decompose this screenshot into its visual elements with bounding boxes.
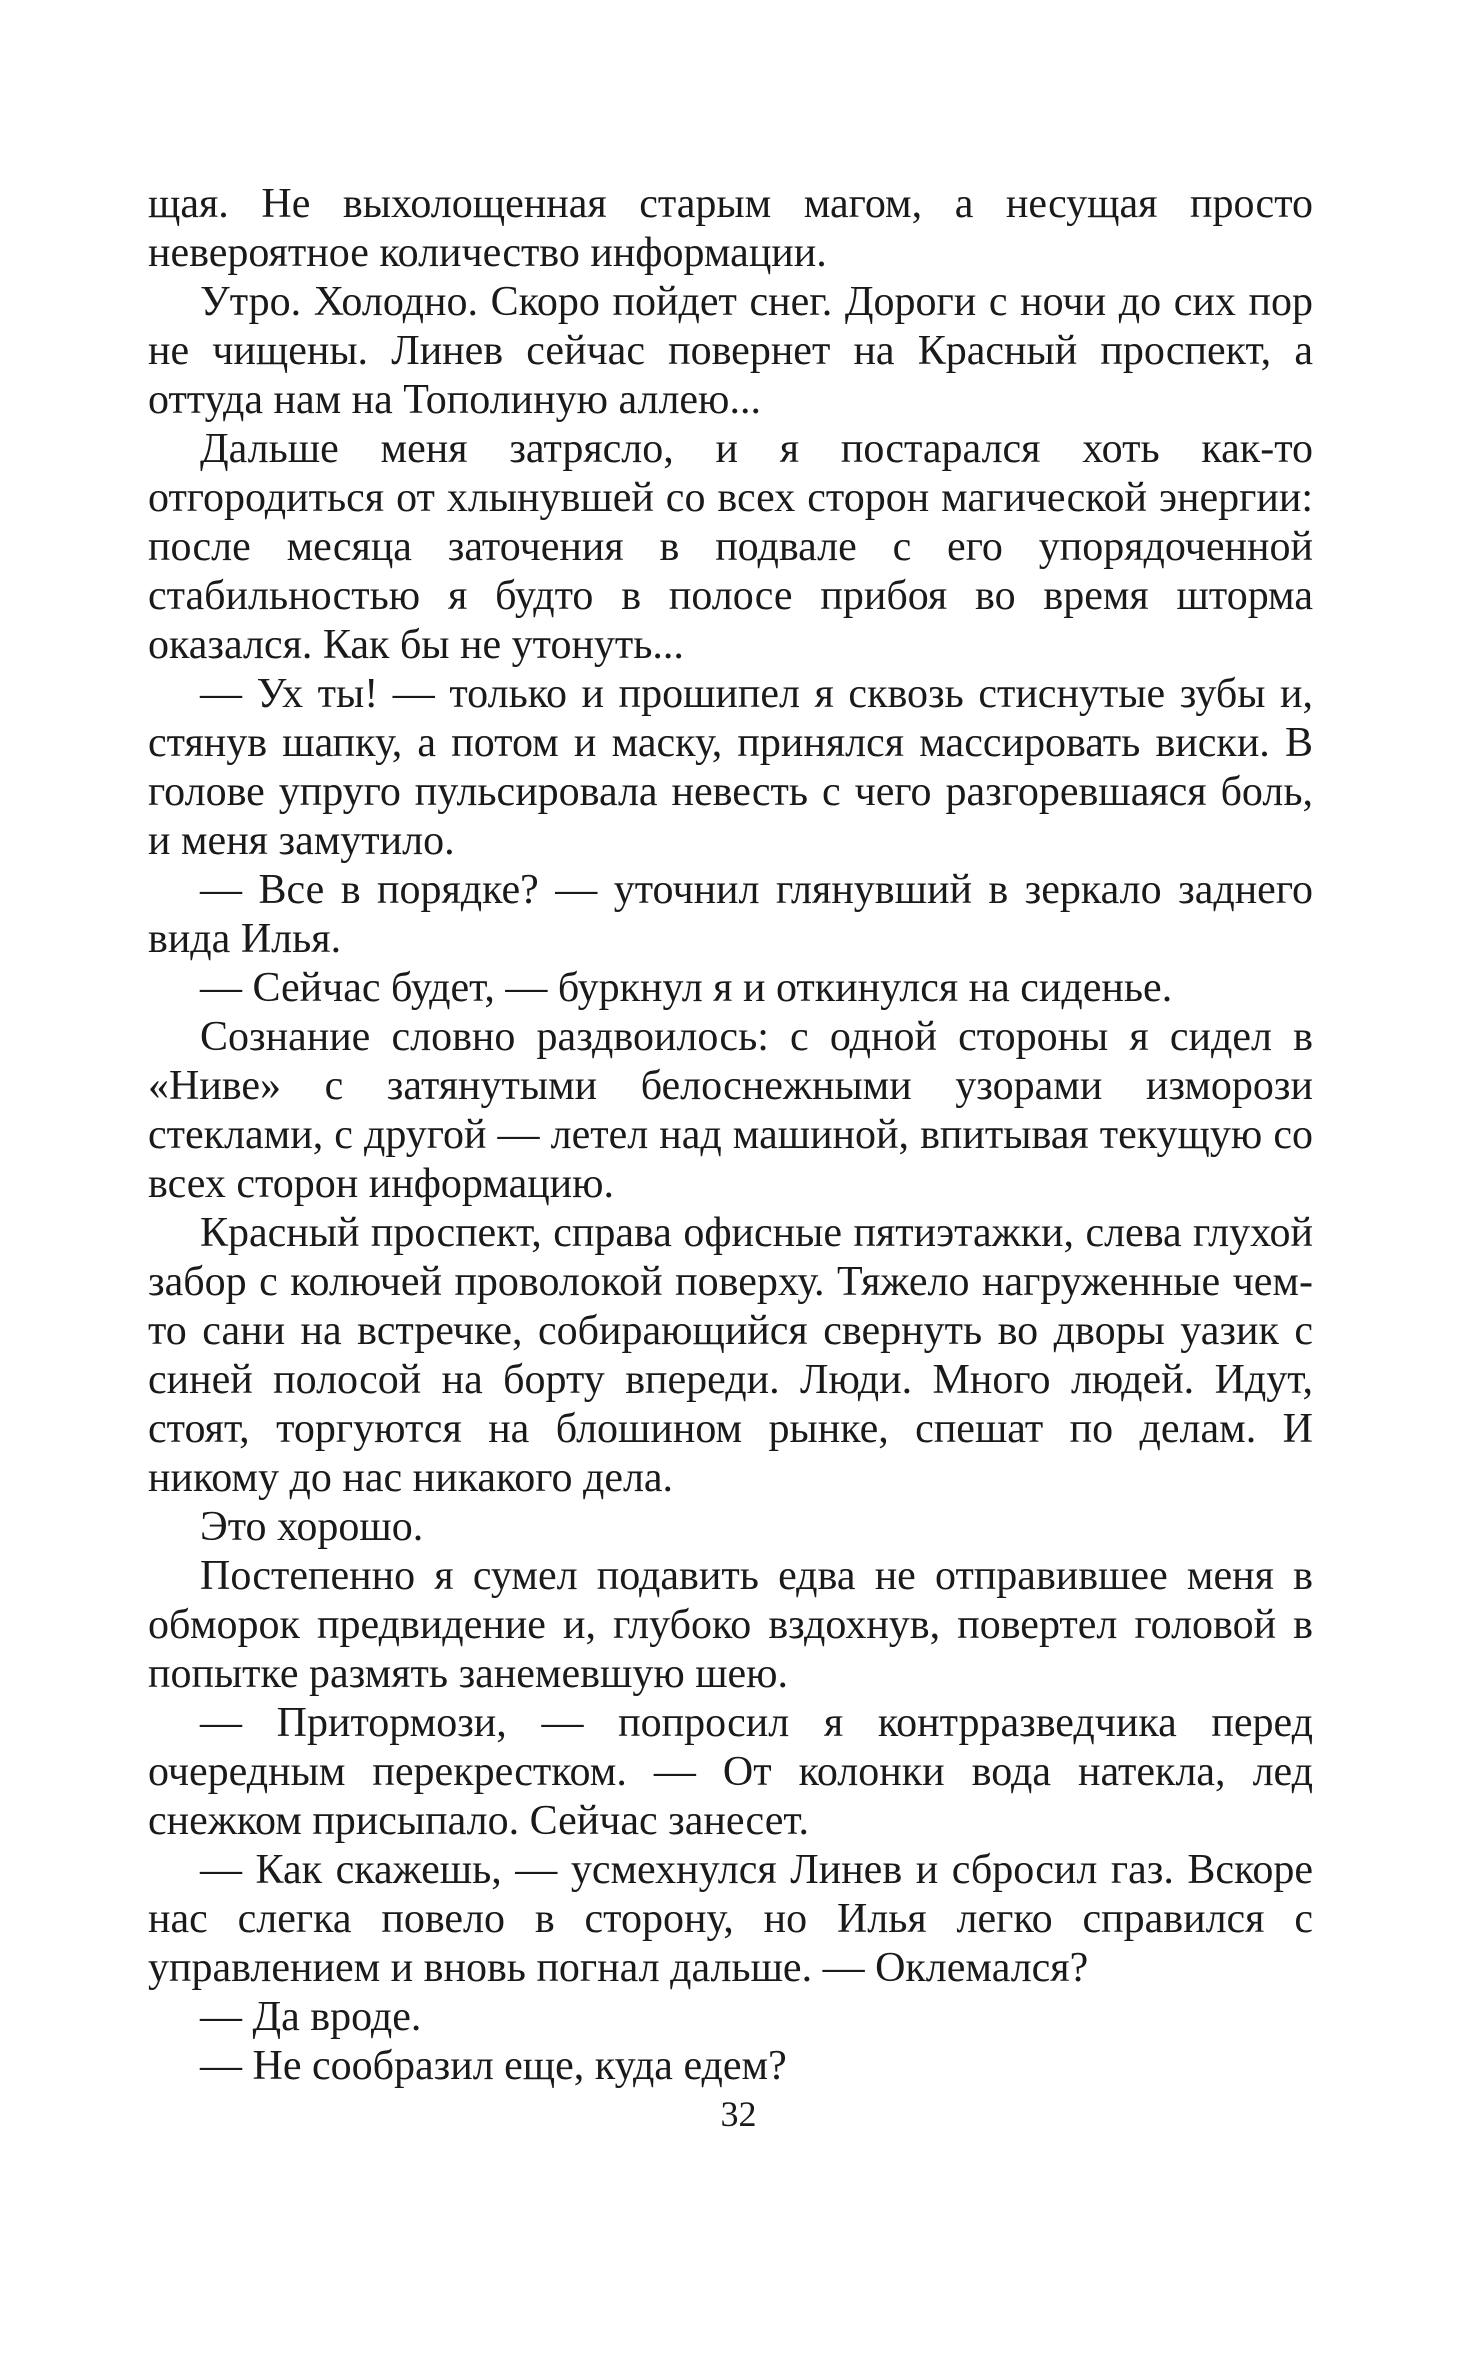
paragraph-11: — Притормози, — попросил я контрразведчика перед очередным перекрестком. — От колонки вода натекла, лед снежком присыпало. Сейчас занесет. xyxy=(148,1700,1313,1844)
paragraph-3: Дальше меня затрясло, и я постарался хоть как-то отгородиться от хлынувшей со всех сторон магической энергии: после месяца заточения в подвале с его упорядоченной стабильностью я будто в полосе прибоя во время шторма оказался. Как бы не утонуть... xyxy=(148,426,1313,668)
paragraph-1: щая. Не выхолощенная старым магом, а несущая просто невероятное количество информации. xyxy=(148,181,1313,276)
paragraph-10: Постепенно я сумел подавить едва не отправившее меня в обморок предвидение и, глубоко вздохнув, повертел головой в попытке размять занемевшую шею. xyxy=(148,1553,1313,1697)
paragraph-8: Красный проспект, справа офисные пятиэтажки, слева глухой забор с колючей проволокой поверху. Тяжело нагруженные чем-то сани на встречке, собирающийся свернуть во дворы уазик с синей полосой на борту впереди. Люди. Много людей. Идут, стоят, торгуются на блошином рынке, спешат по делам. И никому до нас никакого дела. xyxy=(148,1210,1313,1501)
paragraph-2: Утро. Холодно. Скоро пойдет снег. Дороги с ночи до сих пор не чищены. Линев сейчас повернет на Красный проспект, а оттуда нам на Тополиную аллею... xyxy=(148,279,1313,423)
paragraph-13: — Да вроде. xyxy=(200,1994,422,2040)
book-page-text xyxy=(148,180,1313,2091)
paragraph-6: — Сейчас будет, — буркнул я и откинулся на сиденье. xyxy=(200,965,1173,1011)
paragraph-4: — Ух ты! — только и прошипел я сквозь стиснутые зубы и, стянув шапку, а потом и маску, принялся массировать виски. В голове упруго пульсировала невесть с чего разгоревшаяся боль, и меня замутило. xyxy=(148,671,1313,864)
paragraph-5: — Все в порядке? — уточнил глянувший в зеркало заднего вида Илья. xyxy=(148,867,1313,962)
paragraph-9: Это хорошо. xyxy=(200,1504,424,1550)
paragraph-14: — Не сообразил еще, куда едем? xyxy=(200,2043,787,2089)
page-number: 32 xyxy=(720,2094,757,2134)
paragraph-12: — Как скажешь, — усмехнулся Линев и сбросил газ. Вскоре нас слегка повело в сторону, но Илья легко справился с управлением и вновь погнал дальше. — Оклемался? xyxy=(148,1847,1313,1991)
paragraph-7: Сознание словно раздвоилось: с одной стороны я сидел в «Ниве» с затянутыми белоснежными узорами изморози стеклами, с другой — летел над машиной, впитывая текущую со всех сторон информацию. xyxy=(148,1014,1313,1207)
